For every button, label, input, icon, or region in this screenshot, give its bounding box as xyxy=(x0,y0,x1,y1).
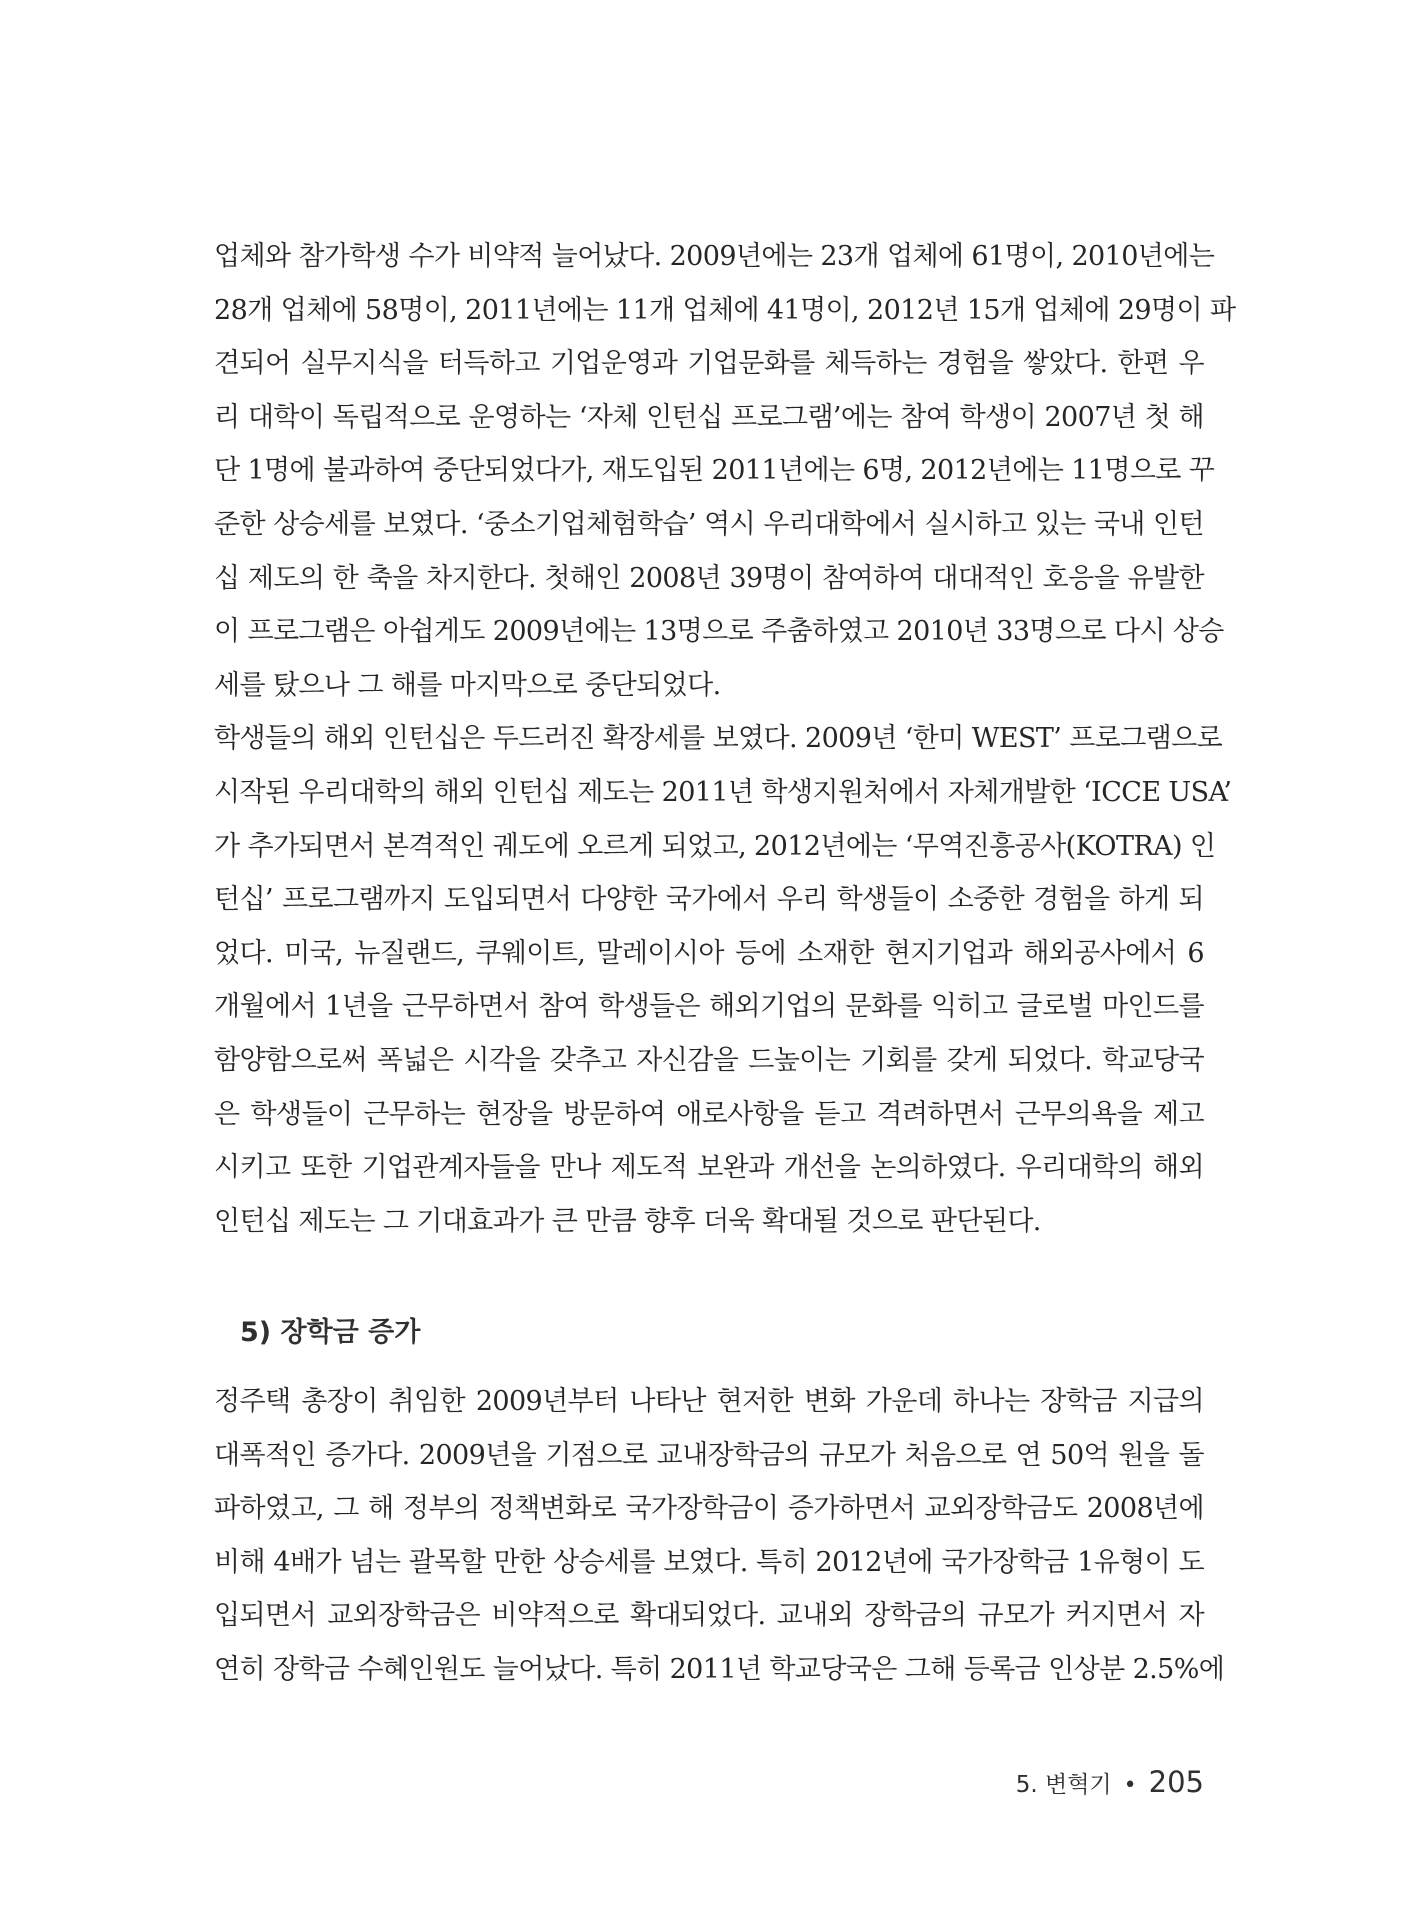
text-line: 연히 장학금 수혜인원도 늘어났다. 특히 2011년 학교당국은 그해 등록금 인상분 2.5%에 xyxy=(214,1653,1225,1685)
text-line: 개월에서 1년을 근무하면서 참여 학생들은 해외기업의 문화를 익히고 글로벌 마인드를 xyxy=(214,991,1204,1023)
paragraph-scholarship xyxy=(214,1375,1225,1697)
bullet-separator: • xyxy=(1123,1773,1137,1798)
text-line: 십 제도의 한 축을 차지한다. 첫해인 2008년 39명이 참여하여 대대적인 호응을 유발한 xyxy=(214,562,1204,594)
text-line: 가 추가되면서 본격적인 궤도에 오르게 되었고, 2012년에는 ‘무역진흥공사(KOTRA) 인 xyxy=(214,830,1216,862)
text-line: 비해 4배가 넘는 괄목할 만한 상승세를 보였다. 특히 2012년에 국가장학금 1유형이 도 xyxy=(214,1546,1204,1578)
text-line: 시작된 우리대학의 해외 인턴십 제도는 2011년 학생지원처에서 자체개발한 ‘ICCE USA’ xyxy=(214,776,1232,808)
chapter-label: 5. 변혁기 xyxy=(1015,1772,1112,1798)
text-line: 견되어 실무지식을 터득하고 기업운영과 기업문화를 체득하는 경험을 쌓았다. 한편 우 xyxy=(214,348,1204,380)
body-text xyxy=(214,230,1236,1248)
text-line: 은 학생들이 근무하는 현장을 방문하여 애로사항을 듣고 격려하면서 근무의욕을 제고 xyxy=(214,1098,1204,1130)
text-line: 준한 상승세를 보였다. ‘중소기업체험학습’ 역시 우리대학에서 실시하고 있는 국내 인턴 xyxy=(214,508,1204,540)
page-number: 205 xyxy=(1148,1765,1204,1799)
paragraph-domestic-internship xyxy=(214,230,1236,712)
paragraph-overseas-internship xyxy=(214,712,1232,1248)
text-line: 대폭적인 증가다. 2009년을 기점으로 교내장학금의 규모가 처음으로 연 50억 원을 돌 xyxy=(214,1439,1204,1471)
text-line: 인턴십 제도는 그 기대효과가 큰 만큼 향후 더욱 확대될 것으로 판단된다. xyxy=(214,1205,1041,1237)
text-line: 시키고 또한 기업관계자들을 만나 제도적 보완과 개선을 논의하였다. 우리대학의 해외 xyxy=(214,1152,1204,1184)
text-line: 었다. 미국, 뉴질랜드, 쿠웨이트, 말레이시아 등에 소재한 현지기업과 해외공사에서 6 xyxy=(214,937,1204,969)
text-line: 28개 업체에 58명이, 2011년에는 11개 업체에 41명이, 2012년 15개 업체에 29명이 파 xyxy=(214,294,1236,326)
text-line: 입되면서 교외장학금은 비약적으로 확대되었다. 교내외 장학금의 규모가 커지면서 자 xyxy=(214,1600,1204,1632)
text-line: 턴십’ 프로그램까지 도입되면서 다양한 국가에서 우리 학생들이 소중한 경험을 하게 되 xyxy=(214,884,1204,916)
text-line: 이 프로그램은 아쉽게도 2009년에는 13명으로 주춤하였고 2010년 33명으로 다시 상승 xyxy=(214,616,1224,648)
page-footer xyxy=(1016,1765,1204,1799)
text-line: 세를 탔으나 그 해를 마지막으로 중단되었다. xyxy=(214,669,721,701)
text-line: 정주택 총장이 취임한 2009년부터 나타난 현저한 변화 가운데 하나는 장학금 지급의 xyxy=(214,1386,1204,1417)
text-line: 리 대학이 독립적으로 운영하는 ‘자체 인턴십 프로그램’에는 참여 학생이 2007년 첫 해 xyxy=(214,401,1204,433)
text-line: 파하였고, 그 해 정부의 정책변화로 국가장학금이 증가하면서 교외장학금도 2008년에 xyxy=(214,1493,1204,1525)
section-heading: 5) 장학금 증가 xyxy=(240,1317,421,1348)
text-line: 단 1명에 불과하여 중단되었다가, 재도입된 2011년에는 6명, 2012년에는 11명으로 꾸 xyxy=(214,455,1215,487)
text-line: 업체와 참가학생 수가 비약적 늘어났다. 2009년에는 23개 업체에 61명이, 2010년에는 xyxy=(214,241,1215,272)
text-line: 학생들의 해외 인턴십은 두드러진 확장세를 보였다. 2009년 ‘한미 WEST’ 프로그램으로 xyxy=(214,723,1223,755)
text-line: 함양함으로써 폭넓은 시각을 갖추고 자신감을 드높이는 기회를 갖게 되었다. 학교당국 xyxy=(214,1044,1204,1076)
